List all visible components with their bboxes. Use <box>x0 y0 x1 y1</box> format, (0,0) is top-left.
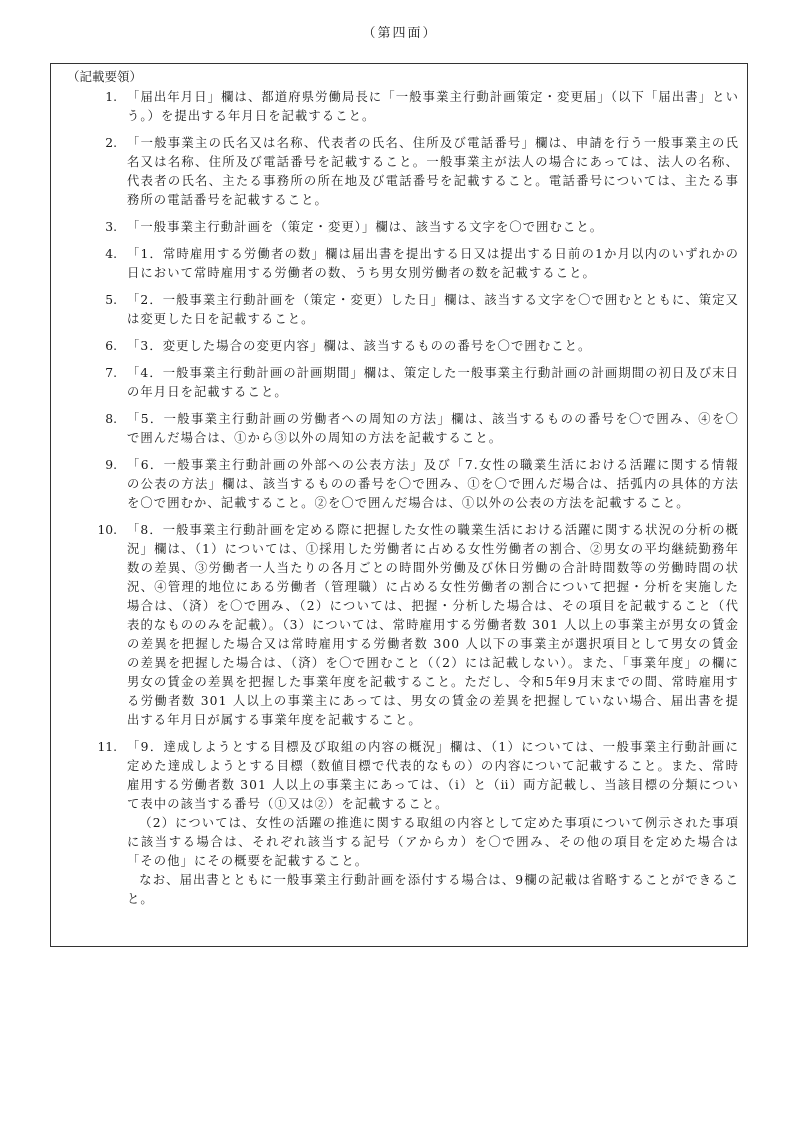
instruction-item-5 <box>61 291 739 329</box>
item-number: 6. <box>105 339 117 353</box>
instruction-item-11 <box>61 738 739 909</box>
item-text: 「4．一般事業主行動計画の計画期間」欄は、策定した一般事業主行動計画の計画期間の初日及び末日の年月日を記載すること。 <box>127 366 739 399</box>
instruction-item-6 <box>61 337 739 356</box>
item-text: 「2．一般事業主行動計画を（策定・変更）した日」欄は、該当する文字を〇で囲むとともに、策定又は変更した日を記載すること。 <box>127 293 739 326</box>
item-number: 5. <box>105 293 117 307</box>
item-text: 「一般事業主の氏名又は名称、代表者の氏名、住所及び電話番号」欄は、申請を行う一般事業主の氏名又は名称、住所及び電話番号を記載すること。一般事業主が法人の場合にあっては、法人の名称、代表者の氏名、主たる事務所の所在地及び電話番号を記載すること。電話番号については、主たる事務所の電話番号を記載すること。 <box>127 136 739 207</box>
item-number: 4. <box>105 247 117 261</box>
item-number: 3. <box>105 220 117 234</box>
instructions-box <box>50 63 748 947</box>
instruction-item-1 <box>61 88 739 126</box>
instruction-item-2 <box>61 134 739 210</box>
item-number: 1. <box>105 90 117 104</box>
item-number: 10. <box>97 523 117 537</box>
item-text: 「届出年月日」欄は、都道府県労働局長に「一般事業主行動計画策定・変更届」（以下「届出書」という。）を提出する年月日を記載すること。 <box>127 90 739 123</box>
item-text: 「6．一般事業主行動計画の外部への公表方法」及び「7.女性の職業生活における活躍に関する情報の公表の方法」欄は、該当するものの番号を〇で囲み、①を〇で囲んだ場合は、括弧内の具体的方法を〇で囲むか、記載すること。②を〇で囲んだ場合は、①以外の公表の方法を記載すること。 <box>127 458 739 510</box>
item-text: 「8．一般事業主行動計画を定める際に把握した女性の職業生活における活躍に関する状況の分析の概況」欄は、（1）については、①採用した労働者に占める女性労働者の割合、②男女の平均継続勤務年数の差異、③労働者一人当たりの各月ごとの時間外労働及び休日労働の合計時間数等の労働時間の状況、④管理的地位にある労働者（管理職）に占める女性労働者の割合について把握・分析を実施した場合は、（済）を〇で囲み、（2）については、把握・分析した場合は、その項目を記載すること（代表的なもののみを記載）。（3）については、常時雇用する労働者数 301 人以上の事業主が男女の賃金の差異を把握した場合又は常時雇用する労働者数 300 人以下の事業主が選択項目として男女の賃金の差異を把握した場合は、（済）を〇で囲むこと（（2）には記載しない）。また、「事業年度」の欄に男女の賃金の差異を把握した事業年度を記載すること。ただし、令和5年9月末までの間、常時雇用する労働者数 301 人以上の事業主にあっては、男女の賃金の差異を把握していない場合、届出書を提出する年月日が属する事業年度を記載すること。 <box>127 523 739 727</box>
item-number: 9. <box>105 458 117 472</box>
item-text: 「1．常時雇用する労働者の数」欄は届出書を提出する日又は提出する日前の1か月以内のいずれかの日において常時雇用する労働者の数、うち男女別労働者の数を記載すること。 <box>127 247 739 280</box>
item-text: （2）については、女性の活躍の推進に関する取組の内容として定めた事項について例示された事項に該当する場合は、それぞれ該当する記号（アからカ）を〇で囲み、その他の項目を定めた場合は「その他」にその概要を記載すること。 <box>127 816 739 868</box>
item-text: なお、届出書とともに一般事業主行動計画を添付する場合は、9欄の記載は省略することができること。 <box>127 873 739 906</box>
instruction-item-9 <box>61 456 739 513</box>
item-text: 「9．達成しようとする目標及び取組の内容の概況」欄は、（1）については、一般事業主行動計画に定めた達成しようとする目標（数値目標で代表的なもの）の内容について記載すること。また、常時雇用する労働者数 301 人以上の事業主にあっては、（ⅰ）と（ⅱ）両方記載し、当該目標の分類について表中の該当する番号（①又は②）を記載すること。 <box>127 740 739 811</box>
item-number: 7. <box>105 366 117 380</box>
instructions-heading: （記載要領） <box>67 69 143 84</box>
item-text: 「3．変更した場合の変更内容」欄は、該当するものの番号を〇で囲むこと。 <box>127 339 592 353</box>
page-header: （第四面） <box>362 26 438 41</box>
instruction-item-8 <box>61 410 739 448</box>
instruction-item-10 <box>61 521 739 730</box>
item-number: 8. <box>105 412 117 426</box>
instruction-item-3 <box>61 218 739 237</box>
instruction-item-7 <box>61 364 739 402</box>
item-text: 「一般事業主行動計画を（策定・変更）」欄は、該当する文字を〇で囲むこと。 <box>127 220 604 234</box>
item-number: 2. <box>105 136 117 150</box>
instruction-item-4 <box>61 245 739 283</box>
item-text: 「5．一般事業主行動計画の労働者への周知の方法」欄は、該当するものの番号を〇で囲み、④を〇で囲んだ場合は、①から③以外の周知の方法を記載すること。 <box>127 412 739 445</box>
item-number: 11. <box>97 740 117 754</box>
